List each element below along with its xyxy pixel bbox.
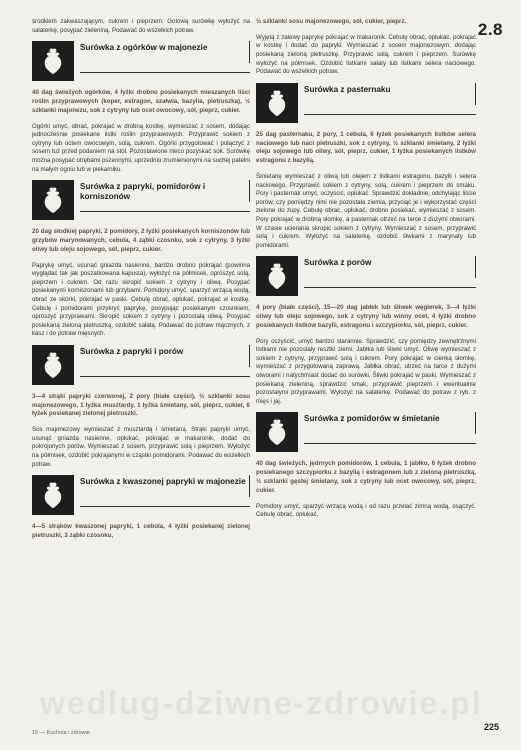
recipe-title: Surówka z papryki, pomidorów i korniszonów	[80, 182, 206, 202]
recipe-title: Surówka z papryki i porów	[80, 346, 184, 356]
recipe-body: Śmietanę wymieszać z oliwą lub olejem z listkami estragonu, bazylii i selera naciowego. Przyprawić sokiem z cytryny, solą, cukrem i pieprzem do smaku. Pory i pasternak umyć, oczyścić, opłukać. Sprawdzić dokładnie, odchylając liście porów, czy pomiędzy nimi nie pozostała ziemia, przyciąć je i wykorzystać części zielone do zupy. Cebulę obrać, opłukać, drobno posiekać, wymieszać z sosem. Pory pokrajać w drobną słomkę, a pasternak utrzeć na tarce z dużymi otworami. W czasie ucierania skropić sokiem z cytryny. Wymieszać z sosem, przyprawić solą i cukrem. Wyłożyć na salaterkę, ozdobić ślwkami z marynaty lub pomidorami.	[256, 172, 476, 249]
recipe-header	[32, 180, 250, 220]
left-column	[32, 18, 250, 548]
beet-icon	[32, 180, 74, 220]
recipe-title: Surówka z kwaszonej papryki w majonezie	[80, 477, 246, 487]
right-intro-ingredients: ½ szklanki sosu majonezowego, sól, cukier, pieprz.	[256, 18, 407, 25]
recipe-header	[32, 345, 250, 385]
beet-icon	[32, 475, 74, 515]
beet-icon	[256, 256, 298, 296]
recipe-ingredients: 20 dag słodkiej papryki, 2 pomidory, 2 łyżki posiekanych korniszonów lub grzybów marynowanych, cebula, 4 ząbki czosnku, sok z cytryny, 3 łyżki oliwy lub oleju sojowego, sól, pieprz, cukier.	[32, 228, 250, 253]
recipe-title: Surówka z pomidorów w śmietanie	[304, 414, 440, 424]
right-intro-body: Wyjętą z zalewy paprykę pokrajać w makaronik. Cebulę obrać, opłukać, pokrajać w kostkę i dodać do papryki. Wymieszać z sosem majonezowym, dodając posiekaną zieloną pietruszkę. Przyprawić solą, cukrem i pieprzem. Surówkę wyłożyć na półmisek. Ozdobić listkami sałaty lub listkami selera naciowego. Podawać do wszelkich potraw.	[256, 33, 476, 76]
recipe-title: Surówka z porów	[304, 258, 372, 268]
recipe-ingredients: 3—4 strąki papryki czerwonej, 2 pory (białe części), ½ szklanki sosu majonezowego, 1 łyżka musztardy, 1 łyżka śmietany, sól, pieprz, cukier, 6 łyżek posiekanej zielonej pietruszki.	[32, 392, 250, 418]
recipe-ingredients: 4—5 strąków kwaszonej papryki, 1 cebula, 4 łyżki posiekanej zielonej pietruszki, 3 ząbki czosnku,	[32, 523, 250, 540]
left-intro: środkiem zakwaszającym, cukrem i pieprzem. Gotową surówkę wyłożyć na salaterkę, posypać zieleniną. Podawać do wszelkich potraw.	[32, 18, 250, 34]
recipe-title: Surówka z pasternaku	[304, 84, 391, 94]
page-number: 225	[483, 722, 499, 732]
beet-icon	[32, 345, 74, 385]
recipe-ingredients: 40 dag świeżych, jędrnych pomidorów, 1 cebula, 1 jabłko, 6 łyżek drobno posiekanego szczypiorku z bazylią i estragonem lub z zieloną pietruszką, ½ szklanki gęstej śmietany, sok z cytryny lub ocet owocowy, sól, pieprz, cukier.	[256, 460, 476, 494]
beet-icon	[32, 41, 74, 81]
recipe-body: Ogórki umyć, obrać, pokrajać w drobną kostkę, wymieszać z sosem, dodając jednocześnie posiekane listki roślin przyprawowych. Przyprawić sokiem z cytryny lub octem owocowym, solą, cukrem. Ogórki przygotować i połączyć z sosem tuż przed podaniem na stół. Pozostawione nieco pozyskać sok. Surówkę można posypać otrębami pszennymi, uprzednio zrumienionymi na suchej patelni na małym ogniu lub w piekarniku.	[32, 122, 250, 173]
recipe-title: Surówka z ogórków w majonezie	[80, 43, 208, 53]
recipe-header	[256, 412, 476, 452]
recipe-header	[32, 41, 250, 81]
right-column	[256, 18, 476, 526]
beet-icon	[256, 412, 298, 452]
recipe-header	[256, 256, 476, 296]
recipe-ingredients: 4 pory (białe części), 15—20 dag jabłek lub śliwek węgierek, 3—4 łyżki oliwy lub oleju sojowego, sok z cytryny lub winny ocet, 4 łyżki drobno posiekanych listków bazylii, estragonu i szczypiorku, sól, pieprz, cukier.	[256, 304, 476, 329]
recipe-header	[32, 475, 250, 515]
recipe-header	[256, 83, 476, 123]
recipe-body: Pomidory umyć, sparzyć wrzącą wodą i od razu przelać zimną wodą, osączyć. Cebulę obrać, opłukać,	[256, 502, 476, 519]
watermark: wedlug-dziwne-zdrowie.pl	[40, 685, 483, 721]
recipe-body: Pory oczyścić, umyć bardzo starannie. Sprawdzić, czy pomiędzy zewnętrznymi listkami nie pozostały resztki ziemi. Jabłka lub śliwki umyć. Oliwę wymieszać z sokiem z cytryny, przyprawić solą i cukrem. Pory pokrajać w cienką słomkę, wymieszać z przygotowaną zaprawą. Jabłka obrać, utrzeć na tarce z dużymi otworami i natychmiast dodać do surówki. Śliwki pokrajać w paski. Wymieszać z posiekaną zieleniną, sprawdzić smak, przyprawić pieprzem i ewentualnie pozostałymi przyprawami. Wyłożyć na salaterkę. Podawać do potraw z ryb, z mięs i jaj.	[256, 337, 476, 405]
recipe-body: Paprykę umyć, usunąć gniazda nasienne, bardzo drobno pokrajać (powinna wyglądać tak jak poszatkowana kapusta), wyłożyć na półmisek, oprószyć solą, pieprzem i cukrem. Od razu skropić sokiem z cytryny i oliwą. Posypać posiekanymi korniszonami lub grzybami. Pomidory umyć, sparzyć wrzącą wodą, obrać ze skórki, pokrajać w paski. Cebulę obrać, opłukać, pokrajać w kostkę. Cebulę i pomidorami przykryć paprykę, posypując posiekanym czosnkiem, oprószyć przyprawami. Skropić sokiem z cytryny i pozostałą oliwą. Posypać posiekaną zieloną pietruszką, ozdobić sałatą. Podawać do potraw mącznych, z kasz i do potraw mięsnych.	[32, 261, 250, 338]
recipe-ingredients: 40 dag świeżych ogórków, 4 łyżki drobno posiekanych mieszanych liści roślin przyprawowych (koper, estragon, szałwia, bazylia, pietruszka), ½ szklanki majonezu, sok z cytryny lub ocet owocowy, sól, pieprz, cukier.	[32, 89, 250, 114]
chapter-marker: 2.8	[477, 20, 503, 39]
page-footer: 15 — Kuchnia i zdrowie	[32, 730, 90, 736]
recipe-ingredients: 25 dag pasternaku, 2 pory, 1 cebula, 6 łyżek posiekanych listków selera naciowego lub naci pietruszki, sok z cytryny, ½ szklanki śmietany, 2 łyżki oleju sojowego lub oliwy, sól, pieprz, cukier, 1 łyżka posiekanych listków estragonu z bazylią.	[256, 130, 476, 165]
beet-icon	[256, 83, 298, 123]
recipe-body: Sos majonezowy wymieszać z musztardą i śmietaną. Strąki papryki umyć, usunąć gniazda nasienne, opłukać, pokrajać w makaronik, dodać do pokrojonych porów. Wymieszać z sosem, przyprawić solą i pieprzem. Wyłożyć na półmisek, ozdobić pokrajanymi w cząstki pomidorami. Podawać do wszelkich potraw.	[32, 426, 250, 468]
